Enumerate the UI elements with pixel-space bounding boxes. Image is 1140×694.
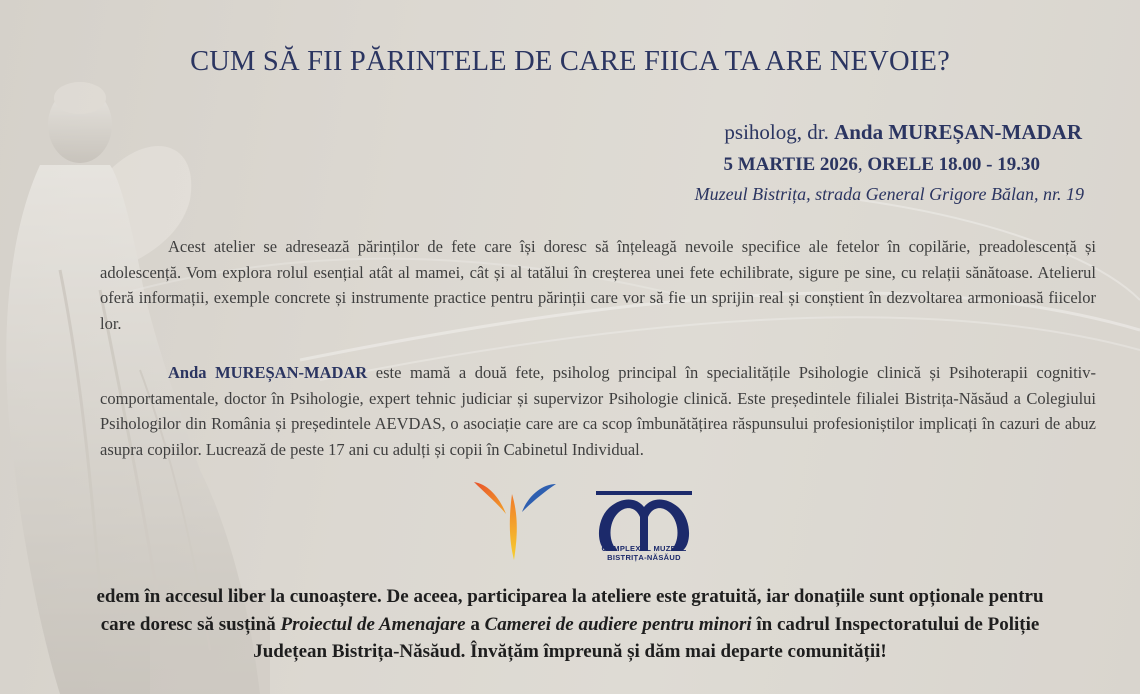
event-date: 5 MARTIE 2026	[723, 154, 858, 175]
event-date-line	[723, 154, 1040, 176]
museum-label-line1: COMPLEXUL MUZEAL	[601, 544, 687, 553]
museum-label-line2: BISTRIȚA-NĂSĂUD	[607, 553, 681, 562]
footer-project-name: Proiectul de Amenajare	[280, 613, 466, 635]
page-title: CUM SĂ FII PĂRINTELE DE CARE FIICA TA ARE NEVOIE?	[190, 46, 950, 77]
bio-text: este mamă a două fete, psiholog principal în specialitățile Psihologie clinică și Psihoterapii cognitiv-comportamentale, doctor în Psihologie, expert tehnic judiciar și supervizor Psihologie clinică. Este președintele filialei Bistrița-Năsăud a Colegiului Psihologilor din România și președintele AEVDAS, o asociație care are ca scop îmbunătățirea răspunsului profesioniștilor implicați în cazuri de abuz asupra copiilor. Lucrează de peste 17 ani cu adulți și copii în Cabinetul Individual.	[100, 363, 1096, 459]
speaker-name: Anda MUREȘAN-MADAR	[834, 120, 1082, 144]
event-hours: ORELE 18.00 - 19.30	[867, 154, 1040, 175]
speaker-bio	[100, 360, 1096, 462]
footer-line-1: edem în accesul liber la cunoaștere. De aceea, participarea la ateliere este gratuită, iar donațiile sunt opționale pentru	[96, 586, 1044, 607]
footer-line-2-e: în cadrul Inspectoratului de Poliție	[751, 613, 1040, 635]
workshop-description: Acest atelier se adresează părinților de fete care își doresc să înțeleagă nevoile specifice ale fetelor în copilărie, preadolescență și adolescență. Vom explora rolul esențial atât al mamei, cât și al tatălui în creșterea unei fete echilibrate, sigure pe sine, cu relații sănătoase. Atelierul oferă informații, exemple concrete și instrumente practice pentru părinții care vor să fie un sprijin real și conștient în dezvoltarea armonioasă fiicelor lor.	[100, 237, 1096, 333]
speaker-prefix: psiholog, dr.	[724, 120, 829, 144]
footer-room-name: Camerei de audiere pentru minori	[484, 613, 752, 635]
speaker-line	[724, 120, 1082, 145]
bio-name: Anda MUREȘAN-MADAR	[168, 363, 368, 382]
psychology-logo	[470, 474, 560, 564]
footer-message	[0, 583, 1140, 666]
footer-line-3: Județean Bistrița-Năsăud. Învățăm împreună și dăm mai departe comunității!	[253, 641, 887, 662]
footer-line-2-c: a	[465, 613, 485, 635]
museum-logo-label	[589, 544, 699, 562]
footer-line-2-a: care doresc să susțină	[100, 613, 281, 635]
event-venue: Muzeul Bistrița, strada General Grigore Bălan, nr. 19	[694, 184, 1084, 204]
event-date-separator: ,	[857, 154, 863, 175]
footer-line-2	[0, 611, 1140, 639]
